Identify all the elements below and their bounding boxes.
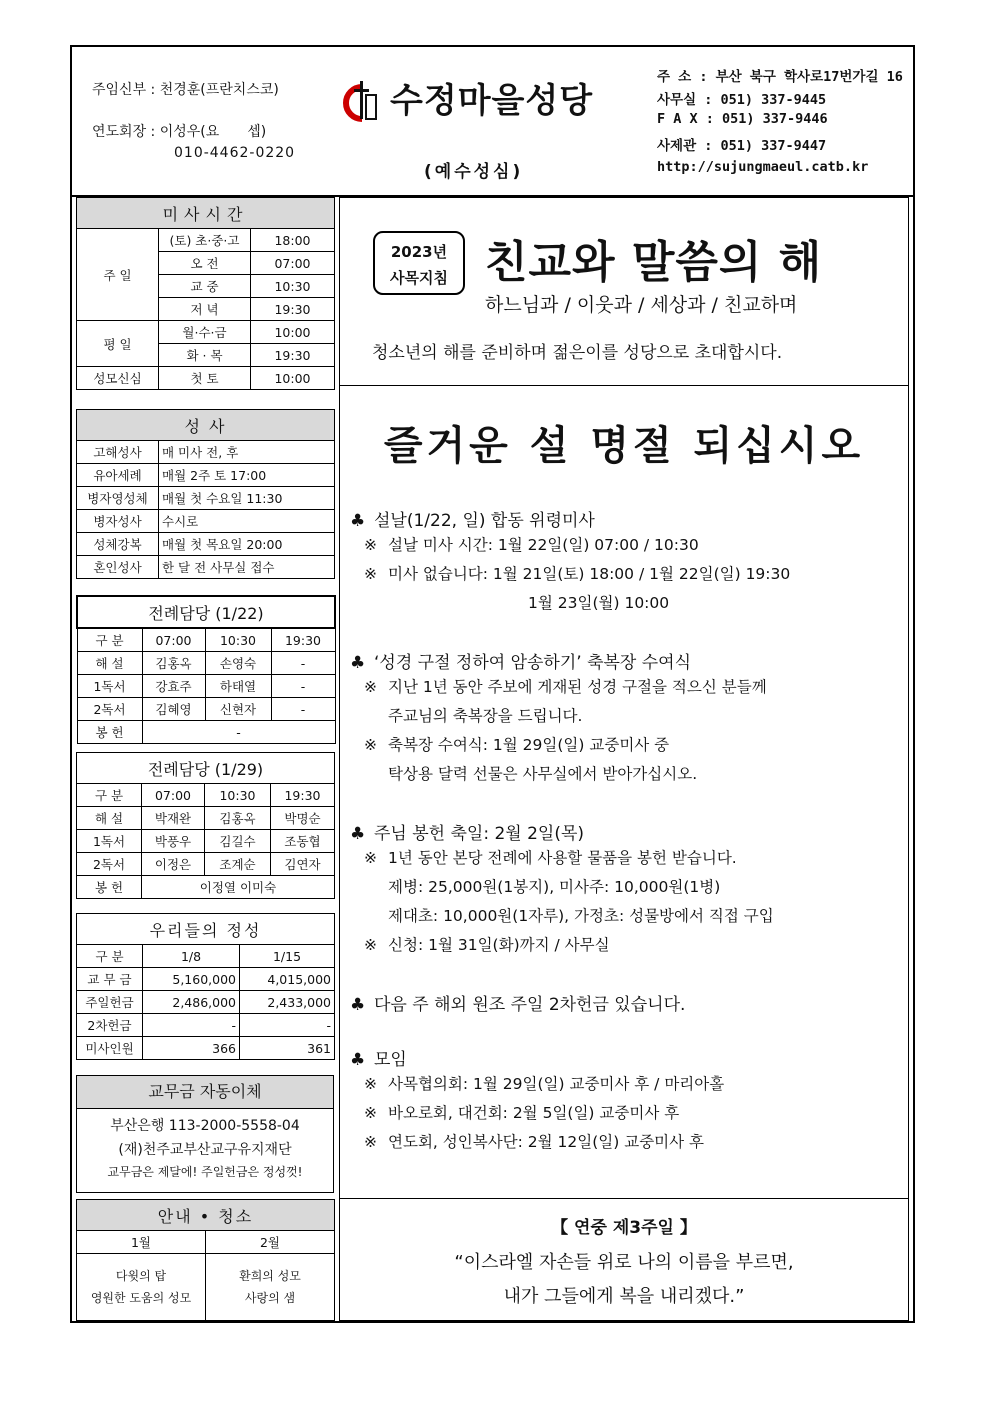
cleaning-title: 안내 • 청소: [77, 1200, 335, 1231]
mass-row-time: 19:30: [251, 344, 335, 367]
offering-value: 361: [240, 1037, 335, 1060]
liturgy-cell: 박재완: [142, 807, 205, 830]
news-item-title-text: 다음 주 해외 원조 주일 2차헌금 있습니다.: [374, 995, 686, 1015]
website-link[interactable]: http://sujungmaeul.catb.kr: [657, 159, 869, 175]
theme-line: 청소년의 해를 준비하며 젊은이를 성당으로 초대합시다.: [372, 343, 783, 363]
liturgy-cell: 김길수: [205, 830, 271, 853]
cleaning-month: 1월: [77, 1231, 206, 1254]
liturgy-cell: 강효주: [142, 675, 205, 698]
news-line-text: 바오로회, 대건회: 2월 5일(일) 교중미사 후: [388, 1104, 680, 1122]
mass-row-label: 오 전: [159, 252, 251, 275]
autopay-note: 교무금은 제달에! 주일헌금은 정성껏!: [107, 1165, 303, 1179]
news-line-text: 지난 1년 동안 주보에 게재된 성경 구절을 적으신 분들께: [388, 678, 767, 696]
sunday-label: 주 일: [77, 229, 159, 321]
parish-name: 수정마을성당: [390, 81, 594, 121]
liturgy-cell: 박풍우: [142, 830, 205, 853]
offering-head: 1/15: [240, 945, 335, 968]
sacrament-name: 병자영성체: [77, 487, 159, 510]
news-line-text: 축복장 수여식: 1월 29일(일) 교중미사 중: [388, 736, 670, 754]
liturgy-head: 07:00: [142, 628, 205, 652]
cleaning-month: 2월: [206, 1231, 335, 1254]
sacrament-name: 고해성사: [77, 441, 159, 464]
liturgy-offer: -: [142, 721, 335, 744]
news-item-line: [350, 760, 905, 789]
news-line-text: 신청: 1월 31일(화)까지 / 사무실: [388, 936, 610, 954]
mass-times-table: [76, 197, 335, 390]
mary-label: 성모신심: [77, 367, 159, 390]
reference-mark-icon: ※: [364, 736, 377, 754]
club-icon: ♣: [350, 824, 366, 844]
mass-row-time: 10:00: [251, 321, 335, 344]
parish-subtitle: (예수성심): [424, 162, 524, 182]
liturgy-cell: 이정은: [142, 853, 205, 876]
mass-row-time: 07:00: [251, 252, 335, 275]
news-line-text: 연도회, 성인복사단: 2월 12일(일) 교중미사 후: [388, 1133, 705, 1151]
liturgy-head: 07:00: [142, 784, 205, 807]
news-line-text: 제대초: 10,000원(1자루), 가정초: 성물방에서 직접 구입: [388, 907, 774, 925]
news-item-line: [350, 931, 905, 960]
news-item-line: [350, 902, 905, 931]
news-item-line: [350, 1128, 905, 1157]
reference-mark-icon: ※: [364, 1075, 377, 1093]
liturgy-head: 10:30: [205, 628, 271, 652]
liturgy-offer: 이정열 이미숙: [142, 876, 335, 899]
news-line-text: 설날 미사 시간: 1월 22일(일) 07:00 / 10:30: [388, 536, 699, 554]
reference-mark-icon: ※: [364, 678, 377, 696]
reference-mark-icon: ※: [364, 936, 377, 954]
news-item: [350, 990, 905, 1015]
liturgy-cell: -: [271, 675, 335, 698]
news-item-title: [350, 506, 905, 531]
theme-subtitle: 하느님과 / 이웃과 / 세상과 / 친교하며: [485, 294, 798, 316]
news-item-title-text: 모임: [374, 1050, 407, 1070]
club-icon: ♣: [350, 1050, 366, 1070]
mass-times-title: 미사시간: [77, 198, 335, 229]
news-panel: [339, 385, 909, 1199]
liturgy-role: 2독서: [77, 698, 142, 721]
liturgy-cell: 조동협: [271, 830, 335, 853]
mass-row-label: 첫 토: [159, 367, 251, 390]
news-item-line: [350, 531, 905, 560]
address: 주 소 : 부산 북구 학사로17번가길 16: [657, 69, 903, 85]
news-line-text: 미사 없습니다: 1월 21일(토) 18:00 / 1월 22일(일) 19:30: [388, 565, 791, 583]
church-logo-icon: [342, 79, 382, 125]
offerings-table: [76, 913, 335, 1060]
cleaning-jan: 다윗의 탑 영원한 도움의 성모: [77, 1254, 206, 1321]
liturgy-cell: -: [271, 652, 335, 675]
chair-label: 연도회장 : 이성우(요 셉): [92, 124, 267, 140]
bulletin-frame: [70, 45, 915, 1323]
sacrament-name: 성체강복: [77, 533, 159, 556]
news-line-text: 1년 동안 본당 전례에 사용할 물품을 봉헌 받습니다.: [388, 849, 737, 867]
news-list: [350, 506, 905, 1157]
liturgy-head: 19:30: [271, 784, 335, 807]
sacrament-info: 매 미사 전, 후: [159, 441, 335, 464]
offering-label: 미사인원: [77, 1037, 143, 1060]
liturgy-role: 봉 헌: [77, 876, 142, 899]
sunday-quote-2: 내가 그들에게 복을 내리겠다.”: [503, 1286, 745, 1307]
liturgy-title-0129: 전례담당 (1/29): [77, 753, 335, 784]
reference-mark-icon: ※: [364, 536, 377, 554]
news-item-title-text: 주님 봉헌 축일: 2월 2일(목): [374, 824, 585, 844]
mass-row-time: 10:00: [251, 367, 335, 390]
sacrament-name: 혼인성사: [77, 556, 159, 579]
theme-panel: [339, 197, 909, 387]
news-line-text: 사목협의회: 1월 29일(일) 교중미사 후 / 마리아홀: [388, 1075, 725, 1093]
sacraments-table: [76, 409, 335, 579]
offering-value: 2,433,000: [240, 991, 335, 1014]
news-item-line: [350, 873, 905, 902]
club-icon: ♣: [350, 653, 366, 673]
news-headline: 즐거운 설 명절 되십시오: [383, 422, 865, 469]
news-line-text: 주교님의 축복장을 드립니다.: [388, 707, 583, 725]
news-item: [350, 648, 905, 789]
liturgy-head: 구 분: [77, 784, 142, 807]
mass-row-label: 저 녁: [159, 298, 251, 321]
liturgy-role: 1독서: [77, 675, 142, 698]
sacrament-name: 병자성사: [77, 510, 159, 533]
news-item-line: [350, 1099, 905, 1128]
chair-phone: 010-4462-0220: [174, 145, 296, 161]
news-line-text: 탁상용 달력 선물은 사무실에서 받아가십시오.: [388, 765, 698, 783]
sacrament-info: 매월 2주 토 17:00: [159, 464, 335, 487]
sacrament-info: 한 달 전 사무실 접수: [159, 556, 335, 579]
cleaning-feb: 환희의 성모 사랑의 샘: [206, 1254, 335, 1321]
offering-label: 교 무 금: [77, 968, 143, 991]
news-item-line: [350, 673, 905, 702]
liturgy-table-0122: [76, 595, 336, 744]
offering-value: 5,160,000: [143, 968, 240, 991]
offering-value: 4,015,000: [240, 968, 335, 991]
news-item-title-text: 설날(1/22, 일) 합동 위령미사: [374, 511, 595, 531]
news-item-line: [350, 560, 905, 589]
mass-row-label: 화 · 목: [159, 344, 251, 367]
news-item-title: [350, 990, 905, 1015]
weekday-label: 평 일: [77, 321, 159, 367]
liturgy-role: 봉 헌: [77, 721, 142, 744]
liturgy-cell: 조계순: [205, 853, 271, 876]
news-item: [350, 506, 905, 618]
cleaning-table: [76, 1199, 335, 1321]
mass-row-time: 19:30: [251, 298, 335, 321]
liturgy-table-0129: [76, 752, 335, 899]
liturgy-role: 해 설: [77, 652, 142, 675]
liturgy-cell: 김혜영: [142, 698, 205, 721]
news-item-title: [350, 648, 905, 673]
liturgy-title-0122: 전례담당 (1/22): [77, 596, 335, 628]
offering-head: 1/8: [143, 945, 240, 968]
news-item-line: [350, 702, 905, 731]
reference-mark-icon: ※: [364, 565, 377, 583]
fax: F A X : 051) 337-9446: [657, 111, 828, 127]
news-item-line: [350, 844, 905, 873]
sacrament-info: 매월 첫 목요일 20:00: [159, 533, 335, 556]
office-phone: 사무실 : 051) 337-9445: [657, 92, 827, 108]
news-item-line: [350, 1070, 905, 1099]
autopay-title: 교무금 자동이체: [77, 1076, 333, 1109]
liturgy-cell: 김홍옥: [142, 652, 205, 675]
offering-head: 구 분: [77, 945, 143, 968]
offering-value: 366: [143, 1037, 240, 1060]
pastor-label: 주임신부 : 천경훈(프란치스코): [92, 82, 279, 98]
liturgy-cell: 박명순: [271, 807, 335, 830]
sunday-panel: [339, 1199, 909, 1321]
club-icon: ♣: [350, 511, 366, 531]
news-item-title: [350, 1045, 905, 1070]
club-icon: ♣: [350, 995, 366, 1015]
news-item-line: [350, 731, 905, 760]
mass-row-label: 교 중: [159, 275, 251, 298]
sacrament-name: 유아세례: [77, 464, 159, 487]
header: [72, 47, 913, 197]
liturgy-cell: 손영숙: [205, 652, 271, 675]
autopay-box: [76, 1075, 334, 1193]
autopay-holder: (재)천주교부산교구유지재단: [118, 1142, 292, 1158]
year-badge: 2023년 사목지침: [373, 231, 465, 295]
reference-mark-icon: ※: [364, 1104, 377, 1122]
mass-row-time: 18:00: [251, 229, 335, 252]
news-item-line: [350, 589, 905, 618]
liturgy-cell: 신현자: [205, 698, 271, 721]
offering-label: 2차헌금: [77, 1014, 143, 1037]
liturgy-head: 19:30: [271, 628, 335, 652]
liturgy-cell: -: [271, 698, 335, 721]
sacrament-info: 매월 첫 수요일 11:30: [159, 487, 335, 510]
liturgy-cell: 김홍옥: [205, 807, 271, 830]
news-item: [350, 1045, 905, 1157]
offering-value: -: [240, 1014, 335, 1037]
reference-mark-icon: ※: [364, 849, 377, 867]
liturgy-cell: 김연자: [271, 853, 335, 876]
offering-value: -: [143, 1014, 240, 1037]
liturgy-role: 1독서: [77, 830, 142, 853]
news-line-text: 제병: 25,000원(1봉지), 미사주: 10,000원(1병): [388, 878, 721, 896]
liturgy-role: 해 설: [77, 807, 142, 830]
mass-row-time: 10:30: [251, 275, 335, 298]
liturgy-cell: 하태열: [205, 675, 271, 698]
rectory-phone: 사제관 : 051) 337-9447: [657, 138, 827, 154]
theme-title: 친교와 말씀의 해: [485, 237, 823, 288]
mass-row-label: 월·수·금: [159, 321, 251, 344]
news-item-title: [350, 819, 905, 844]
liturgy-head: 10:30: [205, 784, 271, 807]
liturgy-role: 2독서: [77, 853, 142, 876]
news-line-text: 1월 23일(월) 10:00: [528, 594, 670, 612]
news-item: [350, 819, 905, 960]
offering-value: 2,486,000: [143, 991, 240, 1014]
news-item-title-text: ‘성경 구절 정하여 암송하기’ 축복장 수여식: [374, 653, 692, 673]
sunday-quote-1: “이스라엘 자손들 위로 나의 이름을 부르면,: [454, 1252, 794, 1273]
reference-mark-icon: ※: [364, 1133, 377, 1151]
offering-label: 주일헌금: [77, 991, 143, 1014]
mass-row-label: (토) 초·중·고: [159, 229, 251, 252]
sacraments-title: 성 사: [77, 410, 335, 441]
sunday-title: 【 연중 제3주일 】: [551, 1218, 697, 1238]
autopay-bank: 부산은행 113-2000-5558-04: [110, 1118, 300, 1134]
liturgy-head: 구 분: [77, 628, 142, 652]
sacrament-info: 수시로: [159, 510, 335, 533]
offerings-title: 우리들의 정성: [77, 914, 335, 945]
